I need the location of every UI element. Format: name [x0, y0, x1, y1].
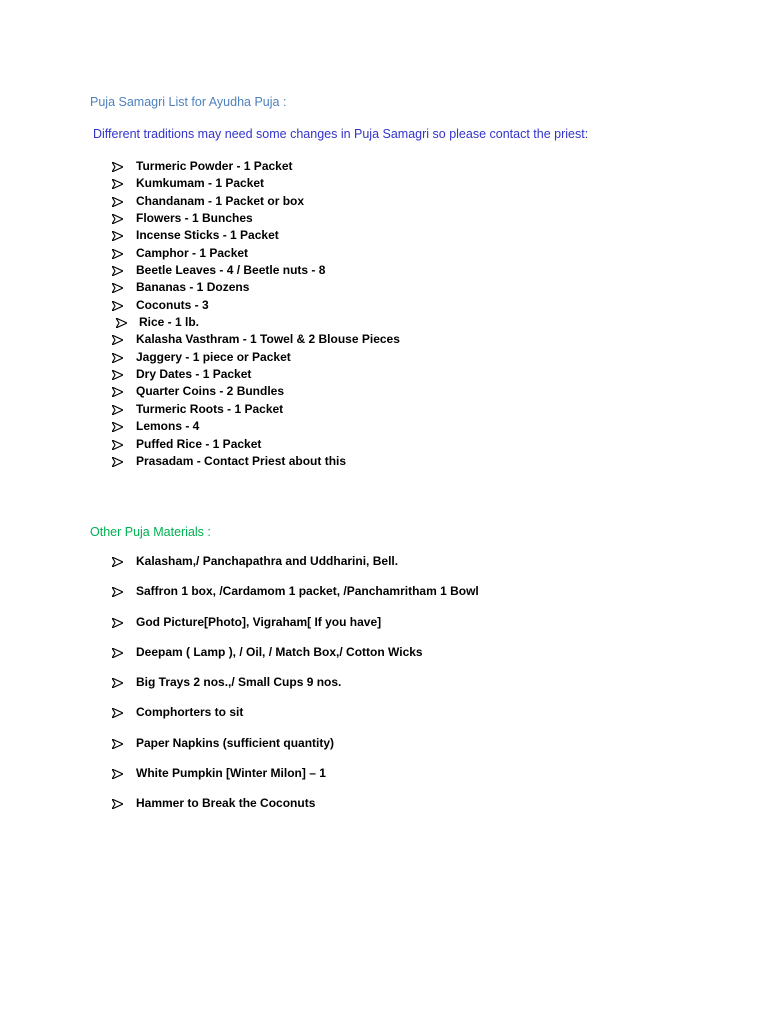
arrowhead-bullet-icon [112, 210, 123, 224]
arrowhead-bullet-icon [112, 331, 123, 345]
arrowhead-bullet-icon [112, 765, 123, 779]
item-text: Coconuts - 3 [136, 297, 209, 312]
item-text: Big Trays 2 nos.,/ Small Cups 9 nos. [136, 675, 342, 690]
item-text: White Pumpkin [Winter Milon] – 1 [136, 766, 326, 781]
arrowhead-bullet-icon [112, 175, 123, 189]
item-text: Dry Dates - 1 Packet [136, 367, 252, 382]
item-text: Hammer to Break the Coconuts [136, 796, 316, 811]
arrowhead-bullet-icon [112, 227, 123, 241]
item-text: Bananas - 1 Dozens [136, 280, 250, 295]
item-text: God Picture[Photo], Vigraham[ If you have] [136, 614, 382, 629]
other-materials-heading: Other Puja Materials : [90, 525, 211, 539]
arrowhead-bullet-icon [112, 453, 123, 467]
item-text: Lemons - 4 [136, 419, 200, 434]
item-text: Kumkumam - 1 Packet [136, 176, 265, 191]
item-text: Deepam ( Lamp ), / Oil, / Match Box,/ Cotton Wicks [136, 644, 423, 659]
item-text: Prasadam - Contact Priest about this [136, 453, 347, 468]
arrowhead-bullet-icon [112, 735, 123, 749]
item-text: Puffed Rice - 1 Packet [136, 436, 262, 451]
item-text: Kalasham,/ Panchapathra and Uddharini, Bell. [136, 554, 399, 568]
arrowhead-bullet-icon [112, 383, 123, 397]
item-text: Flowers - 1 Bunches [136, 211, 253, 226]
arrowhead-bullet-icon [112, 644, 123, 658]
arrowhead-bullet-icon [112, 245, 123, 259]
arrowhead-bullet-icon [112, 158, 123, 172]
item-text: Kalasha Vasthram - 1 Towel & 2 Blouse Pieces [136, 332, 400, 347]
item-text: Comphorters to sit [136, 705, 244, 720]
item-text: Jaggery - 1 piece or Packet [136, 349, 291, 364]
arrowhead-bullet-icon [112, 279, 123, 293]
arrowhead-bullet-icon [112, 418, 123, 432]
item-text: Turmeric Powder - 1 Packet [136, 159, 293, 173]
arrowhead-bullet-icon [112, 553, 123, 567]
priest-note: Different traditions may need some changes in Puja Samagri so please contact the priest: [93, 127, 589, 141]
arrowhead-bullet-icon [112, 583, 123, 597]
arrowhead-bullet-icon [112, 436, 123, 450]
arrowhead-bullet-icon [116, 314, 127, 328]
item-text: Beetle Leaves - 4 / Beetle nuts - 8 [136, 263, 326, 278]
arrowhead-bullet-icon [112, 401, 123, 415]
item-text: Incense Sticks - 1 Packet [136, 228, 279, 243]
page-title: Puja Samagri List for Ayudha Puja : [90, 95, 287, 109]
arrowhead-bullet-icon [112, 349, 123, 363]
item-text: Turmeric Roots - 1 Packet [136, 401, 284, 416]
item-text: Chandanam - 1 Packet or box [136, 193, 305, 208]
item-text: Camphor - 1 Packet [136, 245, 249, 260]
arrowhead-bullet-icon [112, 366, 123, 380]
arrowhead-bullet-icon [112, 614, 123, 628]
arrowhead-bullet-icon [112, 704, 123, 718]
arrowhead-bullet-icon [112, 262, 123, 276]
arrowhead-bullet-icon [112, 674, 123, 688]
item-text: Paper Napkins (sufficient quantity) [136, 735, 335, 750]
arrowhead-bullet-icon [112, 297, 123, 311]
arrowhead-bullet-icon [112, 795, 123, 809]
item-text: Rice - 1 lb. [139, 315, 200, 330]
item-text: Saffron 1 box, /Cardamom 1 packet, /Panchamritham 1 Bowl [136, 584, 479, 599]
item-text: Quarter Coins - 2 Bundles [136, 384, 285, 399]
arrowhead-bullet-icon [112, 193, 123, 207]
